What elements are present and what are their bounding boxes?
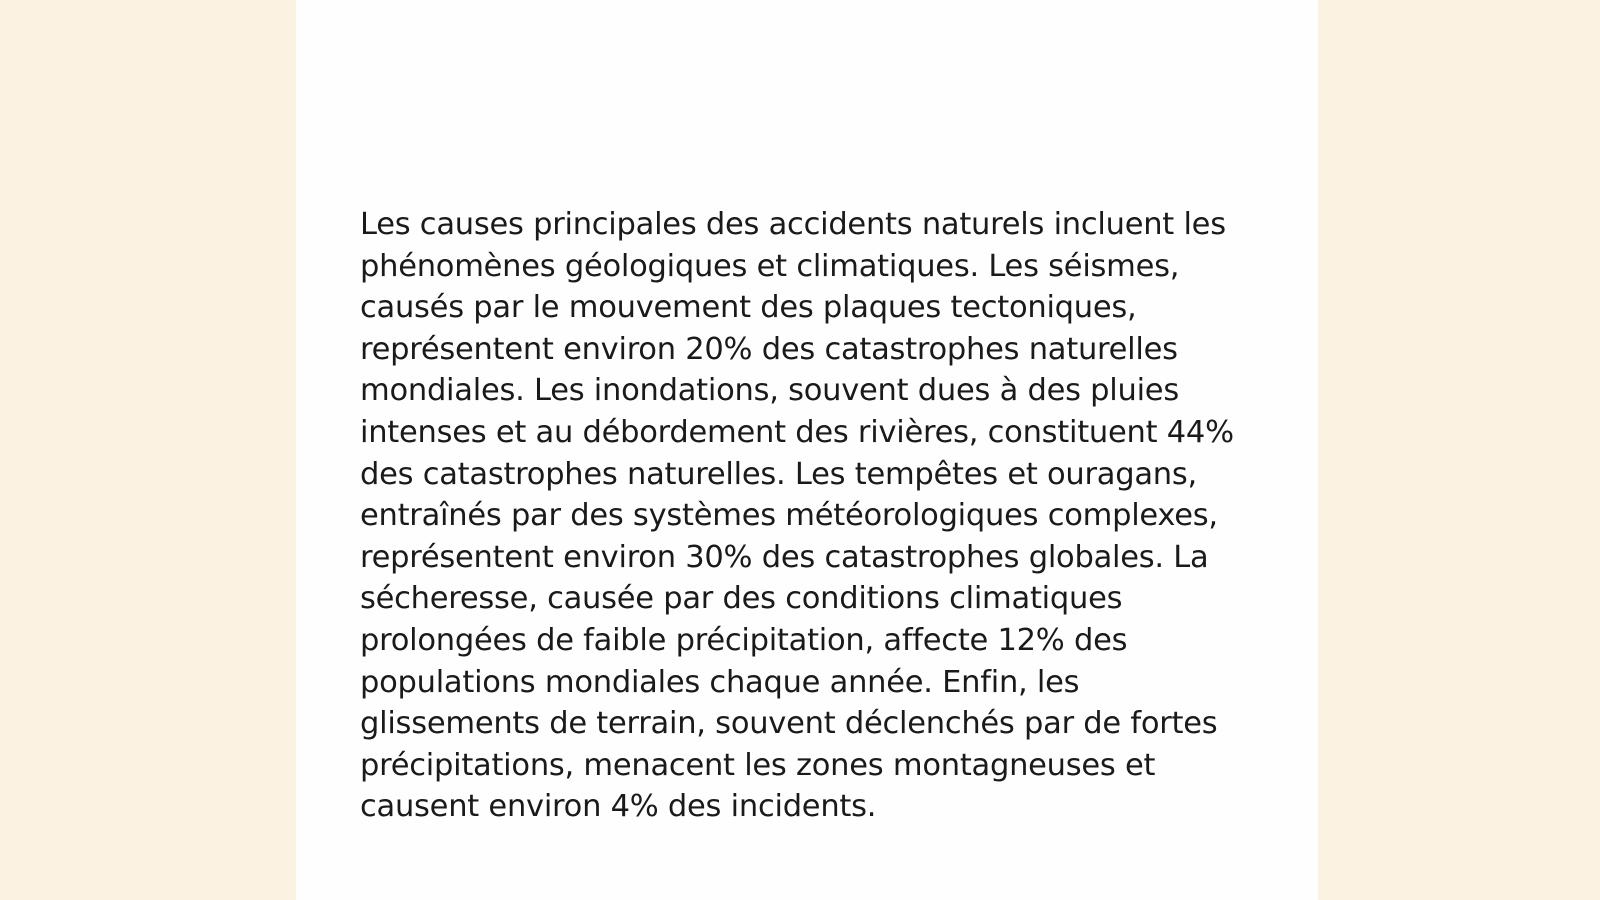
document-page [296,0,1318,900]
body-paragraph: Les causes principales des accidents naturels incluent les phénomènes géologiques et climatiques. Les séismes, causés par le mouvement des plaques tectoniques, représentent environ 20% des catastrophes naturelles mondiales. Les inondations, souvent dues à des pluies intenses et au débordement des rivières, constituent 44% des catastrophes naturelles. Les tempêtes et ouragans, entraînés par des systèmes météorologiques complexes, représentent environ 30% des catastrophes globales. La sécheresse, causée par des conditions climatiques prolongées de faible précipitation, affecte 12% des populations mondiales chaque année. Enfin, les glissements de terrain, souvent déclenchés par de fortes précipitations, menacent les zones montagneuses et causent environ 4% des incidents. [360,207,1234,825]
